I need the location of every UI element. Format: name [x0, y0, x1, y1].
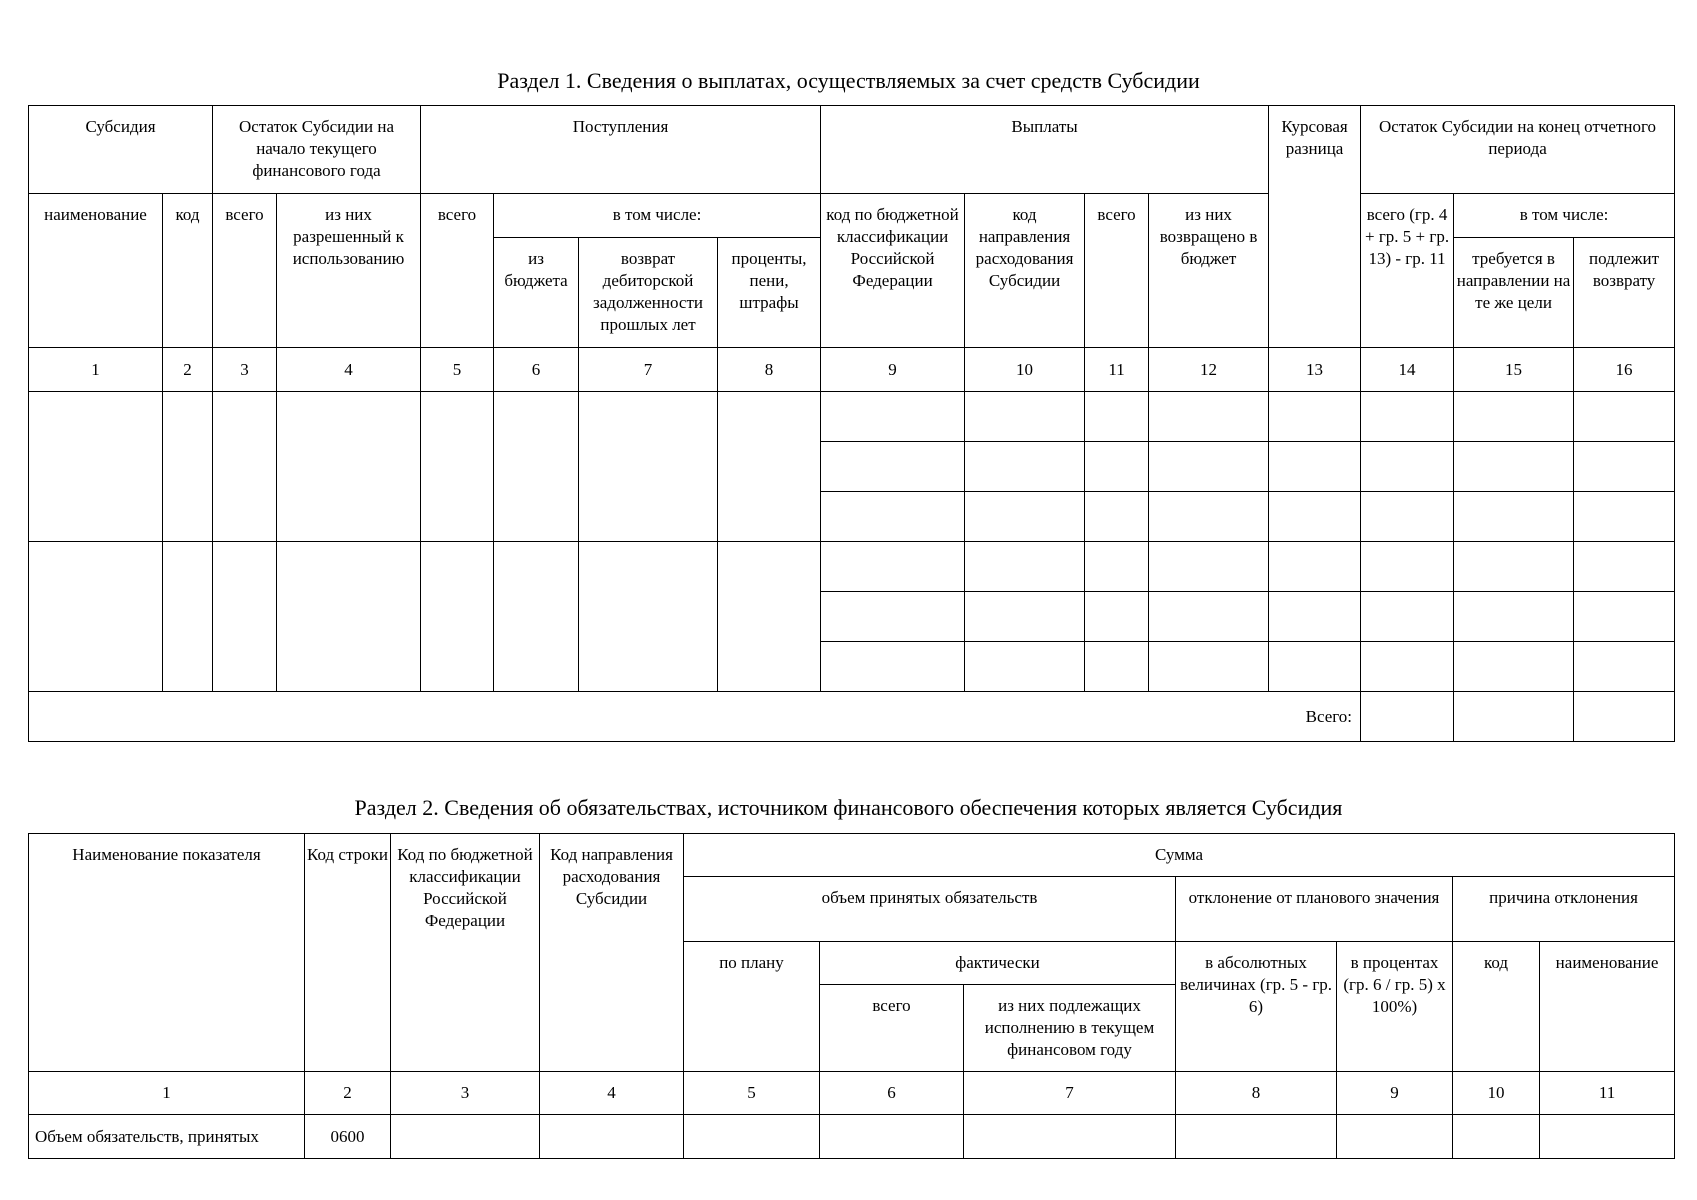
data-cell[interactable]	[540, 1115, 684, 1159]
data-cell[interactable]	[1361, 492, 1454, 542]
header-total-3: всего	[213, 194, 277, 348]
header-remainder-start: Остаток Субсидии на начало текущего финансового года	[213, 106, 421, 194]
data-cell[interactable]	[1361, 392, 1454, 442]
data-cell[interactable]	[1085, 642, 1149, 692]
header-allowed: из них разрешенный к использованию	[277, 194, 421, 348]
data-cell[interactable]	[1176, 1115, 1337, 1159]
column-number: 1	[29, 1072, 305, 1115]
data-cell[interactable]	[1540, 1115, 1675, 1159]
total-row	[29, 692, 1675, 742]
data-cell[interactable]	[1454, 442, 1574, 492]
header-including-end: в том числе:	[1454, 194, 1675, 238]
data-cell[interactable]	[718, 542, 821, 692]
header-name: наименование	[29, 194, 163, 348]
header-sum: Сумма	[684, 834, 1675, 877]
header-payments: Выплаты	[821, 106, 1269, 194]
data-cell[interactable]	[1574, 492, 1675, 542]
total-cell[interactable]	[1574, 692, 1675, 742]
header-total-5: всего	[421, 194, 494, 348]
header-from-budget: из бюджета	[494, 238, 579, 348]
data-cell[interactable]	[718, 392, 821, 542]
data-cell[interactable]	[579, 542, 718, 692]
section-2-title: Раздел 2. Сведения об обязательствах, источником финансового обеспечения которых является Субсидия	[354, 795, 1343, 820]
header-direction-code: код направления расходования Субсидии	[965, 194, 1085, 348]
data-cell[interactable]	[821, 442, 965, 492]
data-cell[interactable]	[163, 392, 213, 542]
column-number: 14	[1361, 348, 1454, 392]
data-cell[interactable]	[579, 392, 718, 542]
data-cell[interactable]	[1085, 592, 1149, 642]
data-cell[interactable]	[821, 592, 965, 642]
column-number: 13	[1269, 348, 1361, 392]
data-cell[interactable]	[29, 392, 163, 542]
table-row	[29, 542, 1675, 592]
data-cell[interactable]	[1454, 542, 1574, 592]
total-cell[interactable]	[1361, 692, 1454, 742]
header-interest: проценты, пени, штрафы	[718, 238, 821, 348]
data-cell[interactable]	[1269, 392, 1361, 442]
data-cell[interactable]	[965, 492, 1085, 542]
data-cell[interactable]	[684, 1115, 820, 1159]
data-cell[interactable]	[494, 542, 579, 692]
header-actual-current: из них подлежащих исполнению в текущем финансовом году	[964, 985, 1176, 1072]
data-cell[interactable]	[1454, 592, 1574, 642]
data-cell[interactable]	[1574, 542, 1675, 592]
column-number: 7	[964, 1072, 1176, 1115]
header-abs: в абсолютных величинах (гр. 5 - гр. 6)	[1176, 942, 1337, 1072]
header-bcc: код по бюджетной классификации Российской Федерации	[821, 194, 965, 348]
column-number: 4	[277, 348, 421, 392]
data-cell[interactable]	[1574, 392, 1675, 442]
header-exchange-difference: Курсовая разница	[1269, 106, 1361, 348]
column-number: 6	[820, 1072, 964, 1115]
data-cell[interactable]	[213, 392, 277, 542]
header-total-14: всего (гр. 4 + гр. 5 + гр. 13) - гр. 11	[1361, 194, 1454, 348]
column-numbers-row	[29, 1072, 1675, 1115]
data-cell[interactable]	[1269, 492, 1361, 542]
header-indicator: Наименование показателя	[29, 834, 305, 1072]
data-cell[interactable]	[277, 392, 421, 542]
header-actual: фактически	[820, 942, 1176, 985]
column-number: 2	[305, 1072, 391, 1115]
header-remainder-end: Остаток Субсидии на конец отчетного периода	[1361, 106, 1675, 194]
column-number: 10	[1453, 1072, 1540, 1115]
column-number: 7	[579, 348, 718, 392]
data-cell[interactable]	[1149, 492, 1269, 542]
total-label: Всего:	[29, 692, 1361, 742]
column-number: 16	[1574, 348, 1675, 392]
data-cell[interactable]	[163, 542, 213, 692]
data-cell[interactable]	[1454, 492, 1574, 542]
header-to-return: подлежит возврату	[1574, 238, 1675, 348]
column-number: 8	[718, 348, 821, 392]
column-number: 12	[1149, 348, 1269, 392]
header-returned: из них возвращено в бюджет	[1149, 194, 1269, 348]
data-cell[interactable]	[29, 542, 163, 692]
column-number: 9	[1337, 1072, 1453, 1115]
column-number: 10	[965, 348, 1085, 392]
data-cell[interactable]	[494, 392, 579, 542]
data-cell[interactable]	[821, 642, 965, 692]
header-obligations: объем принятых обязательств	[684, 877, 1176, 942]
data-cell[interactable]	[965, 592, 1085, 642]
data-cell[interactable]	[213, 542, 277, 692]
header-total-11: всего	[1085, 194, 1149, 348]
header-percent: в процентах (гр. 6 / гр. 5) x 100%)	[1337, 942, 1453, 1072]
data-cell[interactable]	[1149, 592, 1269, 642]
data-cell[interactable]	[820, 1115, 964, 1159]
data-cell[interactable]	[1269, 442, 1361, 492]
column-number: 15	[1454, 348, 1574, 392]
data-cell[interactable]	[965, 542, 1085, 592]
section-1-title: Раздел 1. Сведения о выплатах, осуществляемых за счет средств Субсидии	[497, 68, 1200, 93]
data-cell[interactable]	[1149, 442, 1269, 492]
data-cell[interactable]	[1454, 392, 1574, 442]
column-number: 6	[494, 348, 579, 392]
column-number: 2	[163, 348, 213, 392]
data-cell[interactable]	[1085, 442, 1149, 492]
row-code: 0600	[305, 1115, 391, 1159]
data-cell[interactable]	[1454, 642, 1574, 692]
column-number: 9	[821, 348, 965, 392]
data-cell[interactable]	[1337, 1115, 1453, 1159]
data-cell[interactable]	[1574, 592, 1675, 642]
total-cell[interactable]	[1454, 692, 1574, 742]
data-cell[interactable]	[1574, 642, 1675, 692]
data-cell[interactable]	[1085, 542, 1149, 592]
data-cell[interactable]	[1149, 392, 1269, 442]
column-number: 5	[421, 348, 494, 392]
header-subsidy: Субсидия	[29, 106, 213, 194]
row-name: Объем обязательств, принятых	[29, 1115, 305, 1159]
data-cell[interactable]	[1085, 492, 1149, 542]
data-cell[interactable]	[1085, 392, 1149, 442]
header-deviation: отклонение от планового значения	[1176, 877, 1453, 942]
data-cell[interactable]	[1361, 442, 1454, 492]
data-cell[interactable]	[1574, 442, 1675, 492]
header-including-receipts: в том числе:	[494, 194, 821, 238]
header-plan: по плану	[684, 942, 820, 1072]
column-number: 5	[684, 1072, 820, 1115]
data-cell[interactable]	[965, 392, 1085, 442]
data-cell[interactable]	[1149, 642, 1269, 692]
column-number: 3	[391, 1072, 540, 1115]
data-cell[interactable]	[1269, 592, 1361, 642]
header-reason: причина отклонения	[1453, 877, 1675, 942]
header-receipts: Поступления	[421, 106, 821, 194]
data-cell[interactable]	[965, 642, 1085, 692]
column-numbers-row	[29, 348, 1675, 392]
data-cell[interactable]	[1149, 542, 1269, 592]
data-cell[interactable]	[964, 1115, 1176, 1159]
header-reason-name: наименование	[1540, 942, 1675, 1072]
data-cell[interactable]	[1269, 542, 1361, 592]
header-reason-code: код	[1453, 942, 1540, 1072]
data-cell[interactable]	[821, 392, 965, 442]
header-bcc: Код по бюджетной классификации Российской Федерации	[391, 834, 540, 1072]
column-number: 3	[213, 348, 277, 392]
column-number: 11	[1085, 348, 1149, 392]
data-cell[interactable]	[821, 542, 965, 592]
column-number: 8	[1176, 1072, 1337, 1115]
header-debt-return: возврат дебиторской задолженности прошлых лет	[579, 238, 718, 348]
data-cell[interactable]	[821, 492, 965, 542]
data-cell[interactable]	[1361, 642, 1454, 692]
section-1-table	[28, 105, 1675, 742]
data-cell[interactable]	[1453, 1115, 1540, 1159]
table-row	[29, 1115, 1675, 1159]
column-number: 4	[540, 1072, 684, 1115]
data-cell[interactable]	[1269, 642, 1361, 692]
header-actual-total: всего	[820, 985, 964, 1072]
header-line-code: Код строки	[305, 834, 391, 1072]
data-cell[interactable]	[391, 1115, 540, 1159]
column-number: 11	[1540, 1072, 1675, 1115]
header-code: код	[163, 194, 213, 348]
data-cell[interactable]	[965, 442, 1085, 492]
table-row	[29, 392, 1675, 442]
section-2-table	[28, 833, 1675, 1159]
data-cell[interactable]	[1361, 542, 1454, 592]
header-required: требуется в направлении на те же цели	[1454, 238, 1574, 348]
column-number: 1	[29, 348, 163, 392]
data-cell[interactable]	[1361, 592, 1454, 642]
data-cell[interactable]	[277, 542, 421, 692]
header-direction-code: Код направления расходования Субсидии	[540, 834, 684, 1072]
data-cell[interactable]	[421, 392, 494, 542]
data-cell[interactable]	[421, 542, 494, 692]
